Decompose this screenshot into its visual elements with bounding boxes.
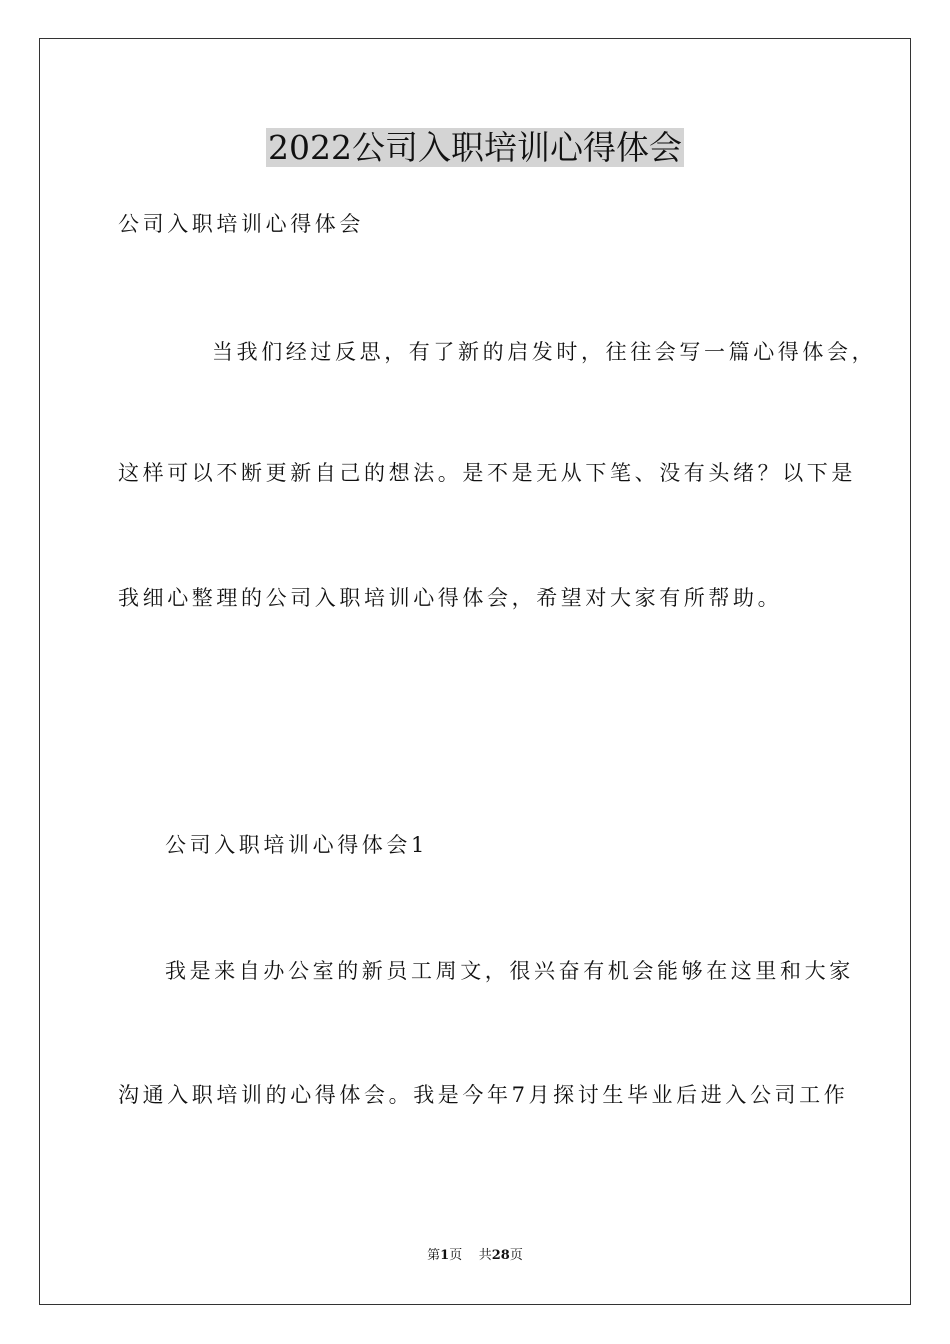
document-title-text: 2022公司入职培训心得体会 (268, 128, 682, 167)
section-heading: 公司入职培训心得体会1 (165, 833, 428, 857)
document-title (0, 126, 950, 170)
section-line-2: 沟通入职培训的心得体会。我是今年7月探讨生毕业后进入公司工作 (118, 1083, 849, 1107)
paragraph-line-1: 当我们经过反思，有了新的启发时，往往会写一篇心得体会， (212, 340, 877, 364)
footer-total-pages: 28 (491, 1248, 510, 1263)
section-line-1: 我是来自办公室的新员工周文，很兴奋有机会能够在这里和大家 (165, 959, 854, 983)
page-footer (0, 1247, 950, 1265)
paragraph-line-2: 这样可以不断更新自己的想法。是不是无从下笔、没有头绪？以下是 (118, 461, 856, 485)
paragraph-line-3: 我细心整理的公司入职培训心得体会，希望对大家有所帮助。 (118, 586, 783, 610)
footer-total-suffix: 页 (509, 1248, 523, 1263)
document-subtitle: 公司入职培训心得体会 (118, 212, 364, 236)
footer-total-prefix: 共 (478, 1248, 492, 1263)
footer-page-number: 1 (440, 1248, 450, 1263)
footer-page-prefix: 第 (427, 1248, 441, 1263)
footer-page-suffix: 页 (449, 1248, 463, 1263)
